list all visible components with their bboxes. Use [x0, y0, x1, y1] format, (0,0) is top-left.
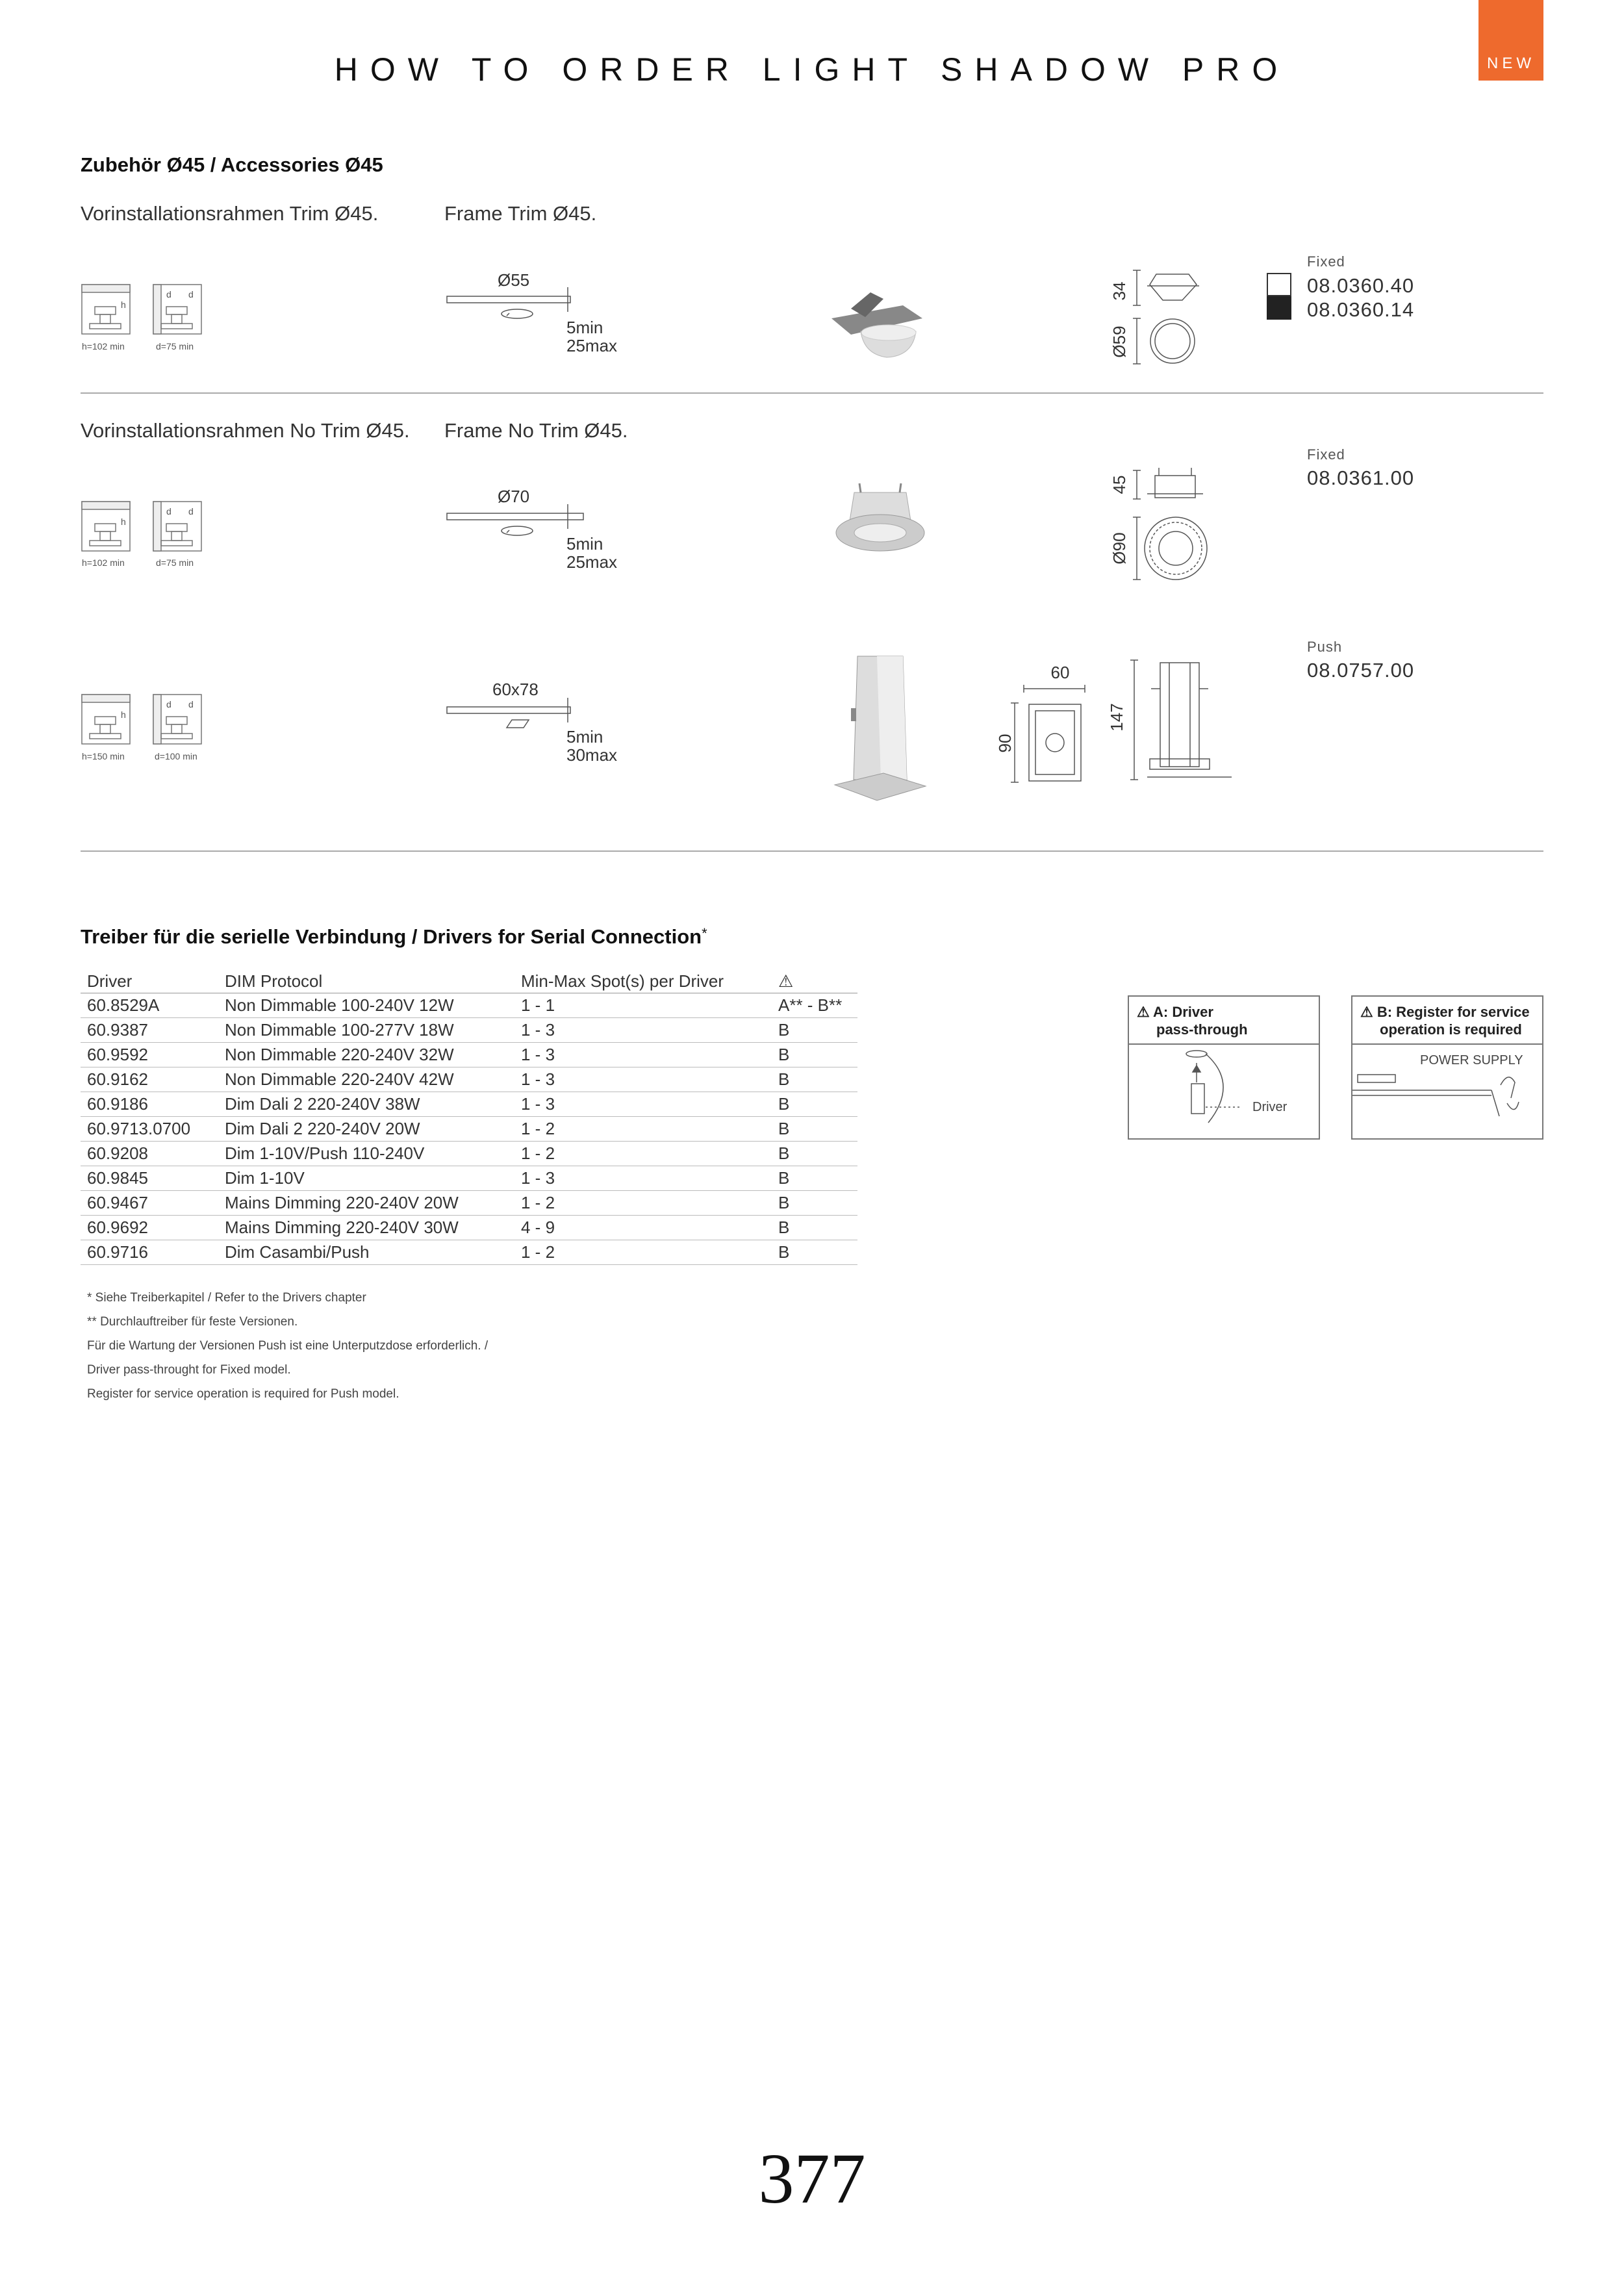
- footnote: * Siehe Treiberkapitel / Refer to the Drivers chapter: [87, 1291, 366, 1305]
- warning-icon: ⚠: [1360, 1004, 1373, 1020]
- driver-code: 60.9716: [81, 1240, 218, 1265]
- table-header-row: [81, 969, 857, 993]
- info-box-register-service: ⚠ B: Register for service operation is required POWER SUPPLY: [1351, 995, 1543, 1140]
- row2-install-d: d=75 min: [156, 557, 194, 568]
- warning-class: A** - B**: [772, 993, 857, 1018]
- row3-ceiling-max: 30max: [566, 745, 618, 765]
- spots-range: 1 - 2: [514, 1142, 772, 1166]
- row2-ceiling-min: 5min: [566, 534, 603, 554]
- driver-code: 60.8529A: [81, 993, 218, 1018]
- row3-install-d: d=100 min: [155, 751, 197, 761]
- row2-variant: Fixed: [1307, 446, 1345, 463]
- row3-product-photo: [831, 650, 929, 806]
- row1-install-d: d=75 min: [156, 341, 194, 351]
- row1-ceiling-max: 25max: [566, 336, 618, 355]
- svg-text:90: 90: [995, 734, 1015, 753]
- driver-code: 60.9387: [81, 1018, 218, 1043]
- row2-label-de: Vorinstallationsrahmen No Trim Ø45.: [81, 419, 410, 442]
- dim-protocol: Non Dimmable 100-240V 12W: [218, 993, 514, 1018]
- table-row: [81, 1043, 857, 1067]
- svg-text:Ø59: Ø59: [1110, 326, 1129, 358]
- drivers-heading: Treiber für die serielle Verbindung / Drivers for Serial Connection*: [81, 925, 707, 948]
- row1-label-en: Frame Trim Ø45.: [444, 202, 597, 225]
- svg-text:45: 45: [1110, 475, 1129, 494]
- dim-protocol: Dim Dali 2 220-240V 20W: [218, 1117, 514, 1142]
- svg-text:34: 34: [1110, 281, 1129, 301]
- row1-cutout-drawing: [444, 286, 587, 325]
- dim-protocol: Mains Dimming 220-240V 30W: [218, 1216, 514, 1240]
- warning-class: B: [772, 1240, 857, 1265]
- register-service-diagram: [1352, 1045, 1542, 1136]
- table-row: [81, 1191, 857, 1216]
- driver-code: 60.9692: [81, 1216, 218, 1240]
- row1-label-de: Vorinstallationsrahmen Trim Ø45.: [81, 202, 379, 225]
- row3-code: 08.0757.00: [1307, 659, 1415, 682]
- footnote: ** Durchlauftreiber für feste Versionen.: [87, 1315, 298, 1329]
- svg-text:60: 60: [1050, 663, 1070, 682]
- spots-range: 1 - 2: [514, 1191, 772, 1216]
- row1-install-icons: [81, 283, 210, 337]
- spots-range: 1 - 3: [514, 1067, 772, 1092]
- row3-variant: Push: [1307, 639, 1343, 655]
- drivers-table: [81, 969, 857, 1265]
- warning-class: B: [772, 1043, 857, 1067]
- row2-diam: Ø70: [498, 487, 530, 506]
- driver-pass-through-diagram: [1129, 1045, 1319, 1136]
- driver-code: 60.9713.0700: [81, 1117, 218, 1142]
- dim-protocol: Dim Casambi/Push: [218, 1240, 514, 1265]
- svg-text:d: d: [166, 289, 171, 300]
- new-badge: NEW: [1478, 0, 1543, 81]
- spots-range: 1 - 2: [514, 1117, 772, 1142]
- spots-range: 1 - 3: [514, 1092, 772, 1117]
- driver-code: 60.9186: [81, 1092, 218, 1117]
- footnote: Driver pass-throught for Fixed model.: [87, 1363, 291, 1377]
- row1-diam: Ø55: [498, 270, 530, 290]
- svg-text:d: d: [188, 699, 194, 709]
- warning-class: B: [772, 1166, 857, 1191]
- footnote: Register for service operation is required for Push model.: [87, 1387, 400, 1401]
- power-supply-label: POWER SUPPLY: [1420, 1053, 1523, 1067]
- install-depth-icon: [153, 285, 201, 334]
- info-box-driver-pass-through: ⚠ A: Driver pass-through Driver: [1128, 995, 1320, 1140]
- warning-class: B: [772, 1018, 857, 1043]
- row2-product-photo: [828, 479, 932, 557]
- warning-class: B: [772, 1117, 857, 1142]
- svg-text:147: 147: [1107, 703, 1126, 732]
- footnote: Für die Wartung der Versionen Push ist eine Unterputzdose erforderlich. /: [87, 1339, 488, 1353]
- col-dim-protocol: DIM Protocol: [218, 969, 514, 993]
- divider: [81, 392, 1543, 394]
- svg-text:d: d: [166, 699, 171, 709]
- driver-label: Driver: [1252, 1100, 1288, 1114]
- svg-text:d: d: [188, 289, 194, 300]
- row2-dimension-drawing: [1104, 461, 1234, 591]
- row2-code: 08.0361.00: [1307, 466, 1415, 489]
- warning-class: B: [772, 1092, 857, 1117]
- warning-class: B: [772, 1216, 857, 1240]
- row1-dimension-drawing: [1104, 265, 1221, 369]
- spots-range: 1 - 1: [514, 993, 772, 1018]
- table-row: [81, 1117, 857, 1142]
- dim-protocol: Non Dimmable 100-277V 18W: [218, 1018, 514, 1043]
- spots-range: 1 - 3: [514, 1018, 772, 1043]
- spots-range: 1 - 3: [514, 1043, 772, 1067]
- divider: [81, 850, 1543, 852]
- row1-product-photo: [825, 286, 929, 370]
- dim-protocol: Dim 1-10V: [218, 1166, 514, 1191]
- row1-variant: Fixed: [1307, 253, 1345, 270]
- page-title: HOW TO ORDER LIGHT SHADOW PRO: [334, 51, 1290, 88]
- row3-ceiling-min: 5min: [566, 727, 603, 747]
- driver-code: 60.9845: [81, 1166, 218, 1191]
- table-row: [81, 1142, 857, 1166]
- dim-protocol: Dim 1-10V/Push 110-240V: [218, 1142, 514, 1166]
- table-row: [81, 1092, 857, 1117]
- warning-class: B: [772, 1067, 857, 1092]
- dim-protocol: Non Dimmable 220-240V 32W: [218, 1043, 514, 1067]
- dim-protocol: Dim Dali 2 220-240V 38W: [218, 1092, 514, 1117]
- spots-range: 4 - 9: [514, 1216, 772, 1240]
- footnotes: [81, 1286, 488, 1406]
- page-number: 377: [758, 2139, 866, 2218]
- row1-install-h: h=102 min: [82, 341, 125, 351]
- row2-install-h: h=102 min: [82, 557, 125, 568]
- row3-top-view-drawing: [995, 663, 1104, 793]
- table-row: [81, 1216, 857, 1240]
- svg-text:h: h: [121, 517, 126, 527]
- dim-protocol: Mains Dimming 220-240V 20W: [218, 1191, 514, 1216]
- row1-ceiling-min: 5min: [566, 318, 603, 337]
- row3-size: 60x78: [492, 680, 539, 699]
- row1-code-white: 08.0360.40: [1307, 274, 1415, 297]
- row2-install-icons: [81, 500, 210, 554]
- table-row: [81, 993, 857, 1018]
- color-swatch-black: [1267, 296, 1291, 320]
- spots-range: 1 - 2: [514, 1240, 772, 1265]
- color-swatch-white: [1267, 273, 1291, 296]
- row1-code-black: 08.0360.14: [1307, 298, 1415, 321]
- svg-text:h: h: [121, 709, 126, 720]
- svg-text:Ø90: Ø90: [1110, 532, 1129, 565]
- warning-class: B: [772, 1142, 857, 1166]
- dim-protocol: Non Dimmable 220-240V 42W: [218, 1067, 514, 1092]
- col-warning: ⚠: [772, 969, 857, 993]
- svg-text:d: d: [166, 506, 171, 517]
- height-letter: h: [121, 300, 126, 310]
- warning-icon: ⚠: [1137, 1004, 1150, 1020]
- driver-code: 60.9592: [81, 1043, 218, 1067]
- row3-install-h: h=150 min: [82, 751, 125, 761]
- spots-range: 1 - 3: [514, 1166, 772, 1191]
- driver-code: 60.9467: [81, 1191, 218, 1216]
- svg-text:d: d: [188, 506, 194, 517]
- row2-label-en: Frame No Trim Ø45.: [444, 419, 628, 442]
- col-spots: Min-Max Spot(s) per Driver: [514, 969, 772, 993]
- driver-code: 60.9162: [81, 1067, 218, 1092]
- row3-cutout-drawing: [444, 696, 587, 735]
- row3-install-icons: [81, 693, 210, 747]
- warning-class: B: [772, 1191, 857, 1216]
- table-row: [81, 1067, 857, 1092]
- table-row: [81, 1018, 857, 1043]
- table-row: [81, 1240, 857, 1265]
- row2-ceiling-max: 25max: [566, 552, 618, 572]
- accessories-heading: Zubehör Ø45 / Accessories Ø45: [81, 153, 383, 176]
- table-row: [81, 1166, 857, 1191]
- col-driver: Driver: [81, 969, 218, 993]
- driver-code: 60.9208: [81, 1142, 218, 1166]
- row3-side-view-drawing: [1104, 650, 1234, 793]
